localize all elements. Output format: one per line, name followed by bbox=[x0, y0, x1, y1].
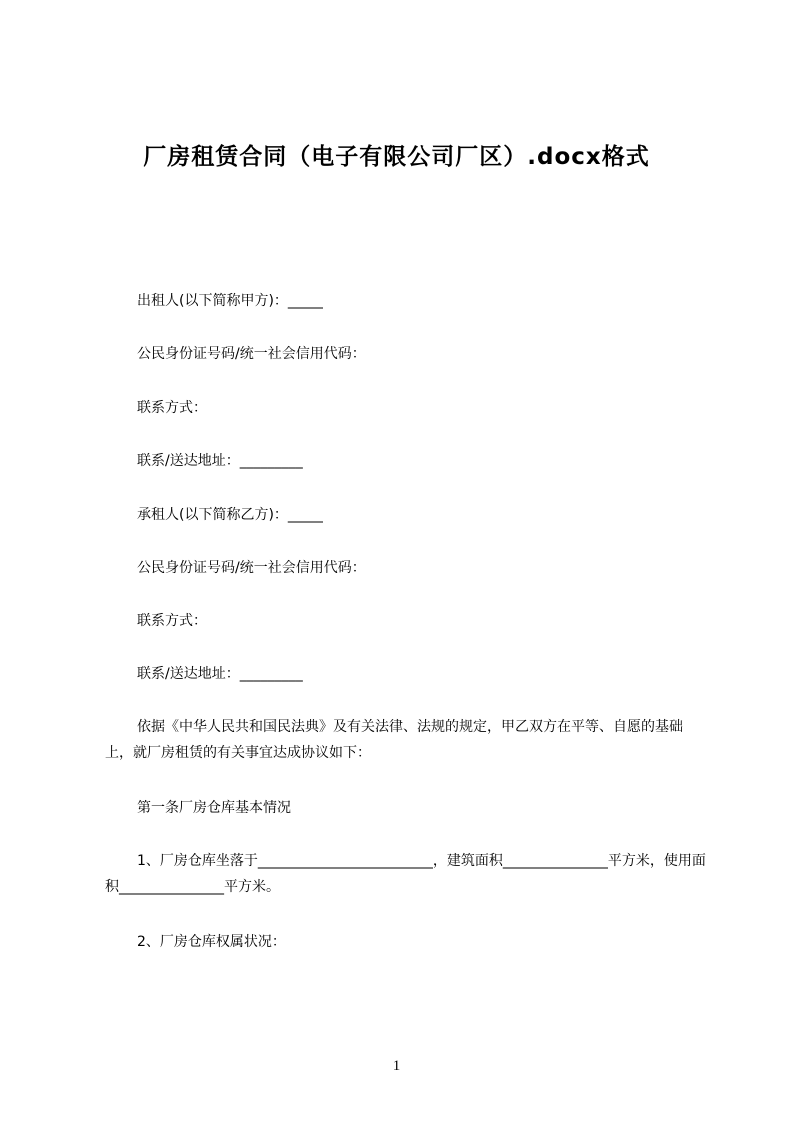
lessor-contact-line: 联系方式： bbox=[137, 400, 207, 416]
preamble-text: 依据《中华人民共和国民法典》及有关法律、法规的规定，甲乙双方在平等、自愿的基础上，就厂房租赁的有关事宜达成协议如下： bbox=[105, 719, 683, 761]
lessee-id-line: 公民身份证号码/统一社会信用代码： bbox=[137, 560, 366, 576]
lessor-id-line: 公民身份证号码/统一社会信用代码： bbox=[137, 346, 366, 362]
document-title: 厂房租赁合同（电子有限公司厂区）.docx格式 bbox=[143, 144, 650, 170]
clause-2-line: 2、厂房仓库权属状况： bbox=[137, 934, 286, 950]
page-number: 1 bbox=[392, 1058, 401, 1074]
clause-1-text: 1、厂房仓库坐落于_________________________，建筑面积_______________平方米，使用面积_______________平方米。 bbox=[105, 853, 706, 895]
lessee-contact-line: 联系方式： bbox=[137, 613, 207, 629]
clause-1-paragraph bbox=[105, 848, 710, 900]
article-1-heading: 第一条厂房仓库基本情况 bbox=[137, 800, 291, 816]
lessee-line: 承租人(以下简称乙方)：_____ bbox=[137, 507, 323, 523]
lessee-address-line: 联系/送达地址：_________ bbox=[137, 666, 303, 682]
lessor-address-line: 联系/送达地址：_________ bbox=[137, 453, 303, 469]
preamble-paragraph bbox=[105, 714, 710, 766]
lessor-line: 出租人(以下简称甲方)：_____ bbox=[137, 293, 323, 309]
